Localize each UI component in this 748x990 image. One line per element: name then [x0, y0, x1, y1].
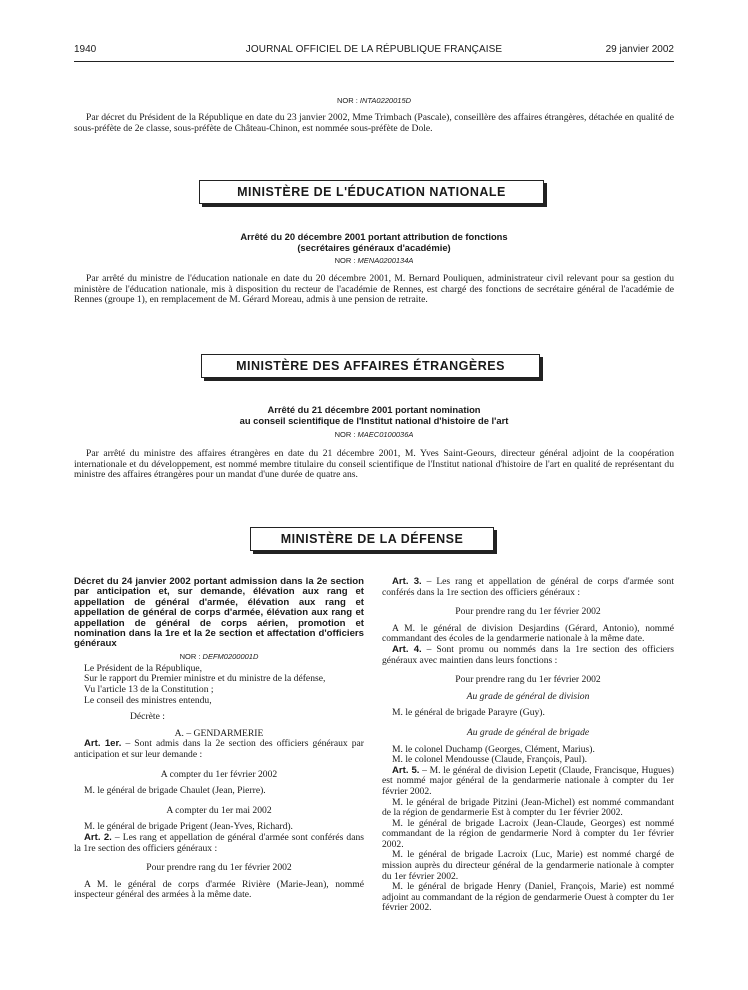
- decrete-label: Décrète :: [130, 711, 165, 723]
- arrete-title-education: [74, 232, 674, 253]
- article-text: – Sont admis dans la 2e section des officiers généraux par anticipation et sur leur demande :: [74, 738, 364, 760]
- effective-date: Pour prendre rang du 1er février 2002: [455, 606, 601, 618]
- appointment-paragraph: M. le général de brigade Henry (Daniel, François, Marie) est nommé adjoint au commandant de la région de gendarmerie Ouest à compter du 1er février 2002.: [382, 881, 674, 914]
- ministry-heading-education: MINISTÈRE DE L'ÉDUCATION NATIONALE: [199, 180, 544, 204]
- officer-entry: M. le général de brigade Prigent (Jean-Yves, Richard).: [84, 821, 293, 833]
- article-label: Art. 3.: [392, 576, 422, 587]
- effective-date: A compter du 1er février 2002: [160, 768, 278, 780]
- appointment-paragraph: M. le général de brigade Pitzini (Jean-Michel) est nommé commandant de la région de gendarmerie Est à compter du 1er février 2002.: [382, 796, 674, 819]
- article-text: – M. le général de division Lepetit (Claude, Francisque, Hugues) est nommé major général de la gendarmerie nationale à compter du 1er février 2002.: [382, 764, 674, 797]
- arrete-title-line: au conseil scientifique de l'Institut national d'histoire de l'art: [239, 414, 509, 426]
- grade-heading: Au grade de général de division: [466, 690, 590, 702]
- decree-text: Par décret du Président de la République en date du 23 janvier 2002, Mme Trimbach (Pascale), conseillère des affaires étrangères, détachée en qualité de sous-préfète de 2e classe, sous-préfète de Château-Chinon, est nommée sous-préfète de Dole.: [74, 112, 674, 134]
- nor-code: DEFM0200001D: [202, 651, 259, 661]
- article-text: – Les rang et appellation de général d'armée sont conférés dans la 1re section des officiers généraux :: [74, 831, 364, 854]
- appointment-paragraph: M. le général de brigade Lacroix (Jean-Claude, Georges) est nommé commandant de la région de gendarmerie Nord à compter du 1er février 2002.: [382, 817, 674, 850]
- arrete-title-line: (secrétaires généraux d'académie): [297, 241, 451, 253]
- nor-code: INTA0220015D: [359, 96, 412, 105]
- article-label: Art. 1er.: [84, 738, 122, 750]
- officer-entry: A M. le général de corps d'armée Rivière (Marie-Jean), nommé inspecteur général des armées à la même date.: [74, 878, 364, 901]
- preamble-line: Sur le rapport du Premier ministre et du ministre de la défense,: [84, 673, 326, 685]
- effective-date: A compter du 1er mai 2002: [166, 804, 272, 816]
- preamble-line: Le conseil des ministres entendu,: [84, 694, 212, 706]
- effective-date: Pour prendre rang du 1er février 2002: [146, 862, 292, 874]
- article-text: – Les rang et appellation de général de corps d'armée sont conférés dans la 1re section des officiers généraux :: [382, 576, 674, 598]
- arrete-title-foreign-affairs: [74, 405, 674, 426]
- article-2: [74, 833, 364, 854]
- left-column: [74, 577, 364, 901]
- preamble-line: Vu l'article 13 de la Constitution ;: [84, 684, 214, 696]
- article-3: [382, 577, 674, 598]
- appointment-paragraph: M. le général de brigade Lacroix (Luc, Marie) est nommé chargé de mission auprès du directeur général de la gendarmerie nationale à compter du 1er février 2002.: [382, 849, 674, 882]
- ministry-heading-foreign-affairs: MINISTÈRE DES AFFAIRES ÉTRANGÈRES: [201, 354, 540, 378]
- issue-date: 29 janvier 2002: [605, 44, 674, 55]
- arrete-title-line: Arrêté du 20 décembre 2001 portant attribution de fonctions: [240, 231, 508, 242]
- arrete-text-foreign-affairs: Par arrêté du ministre des affaires étrangères en date du 21 décembre 2001, M. Yves Saint-Geours, directeur général adjoint de la coopération internationale et du développement, est nommé membre titulaire du conseil scientifique de l'Institut national d'histoire de l'art en qualité de représentant du ministre des affaires étrangères pour un mandat d'une durée de quatre ans.: [74, 448, 674, 480]
- article-label: Art. 5.: [392, 764, 420, 776]
- grade-heading: Au grade de général de brigade: [466, 726, 590, 738]
- officer-entry: M. le colonel Mendousse (Claude, François, Paul).: [392, 754, 588, 766]
- article-label: Art. 2.: [84, 831, 112, 843]
- nor-reference: [74, 96, 674, 105]
- officer-entry: A M. le général de division Desjardins (Gérard, Antonio), nommé commandant des écoles de la gendarmerie nationale à la même date.: [382, 622, 674, 645]
- nor-label: NOR :: [334, 430, 356, 439]
- preamble-line: Le Président de la République,: [84, 662, 203, 674]
- nor-label: NOR :: [336, 96, 358, 105]
- officer-entry: M. le général de brigade Parayre (Guy).: [392, 707, 545, 719]
- right-column: [382, 577, 674, 914]
- decree-title-defense: Décret du 24 janvier 2002 portant admission dans la 2e section par anticipation et, sur demande, élévation aux rang et appellation de général d'armée, élévation aux rang et appellation de général de corps d'armée, élévation aux rang et appellation de général de corps aérien, promotion et nomination dans la 1re et la 2e section et affectation d'officiers généraux: [74, 576, 364, 650]
- officer-entry: M. le général de brigade Chaulet (Jean, Pierre).: [84, 785, 266, 797]
- article-5: [382, 766, 674, 798]
- nor-reference: [74, 430, 674, 439]
- officer-entry: M. le colonel Duchamp (Georges, Clément, Marius).: [392, 743, 595, 755]
- section-heading-gendarmerie: A. – GENDARMERIE: [174, 727, 264, 739]
- article-4: [382, 645, 674, 666]
- ministry-heading-defense: MINISTÈRE DE LA DÉFENSE: [250, 527, 494, 551]
- nor-code: MENA0200134A: [357, 256, 414, 265]
- header-rule: [74, 61, 674, 62]
- nor-label: NOR :: [334, 256, 356, 265]
- article-label: Art. 4.: [392, 643, 422, 655]
- nor-reference: [74, 652, 364, 661]
- effective-date: Pour prendre rang du 1er février 2002: [455, 674, 601, 686]
- nor-label: NOR :: [179, 651, 201, 661]
- arrete-title-line: Arrêté du 21 décembre 2001 portant nomination: [267, 404, 481, 415]
- journal-title: JOURNAL OFFICIEL DE LA RÉPUBLIQUE FRANÇAISE: [245, 44, 503, 55]
- nor-reference: [74, 256, 674, 265]
- arrete-text-education: Par arrêté du ministre de l'éducation nationale en date du 20 décembre 2001, M. Bernard Pouliquen, administrateur civil relevant pour sa gestion du ministère de l'éducation nationale, mis à disposition du recteur de l'académie de Rennes, est chargé des fonctions de secrétaire général de l'académie de Rennes (groupe 1), en remplacement de M. Gérard Moreau, admis à une pension de retraite.: [74, 273, 674, 305]
- page-header: [74, 44, 674, 58]
- page-number: 1940: [74, 44, 97, 55]
- article-1: [74, 739, 364, 760]
- article-text: – Sont promu ou nommés dans la 1re section des officiers généraux avec maintien dans leurs fonctions :: [382, 643, 674, 666]
- nor-code: MAEC0100036A: [357, 430, 414, 439]
